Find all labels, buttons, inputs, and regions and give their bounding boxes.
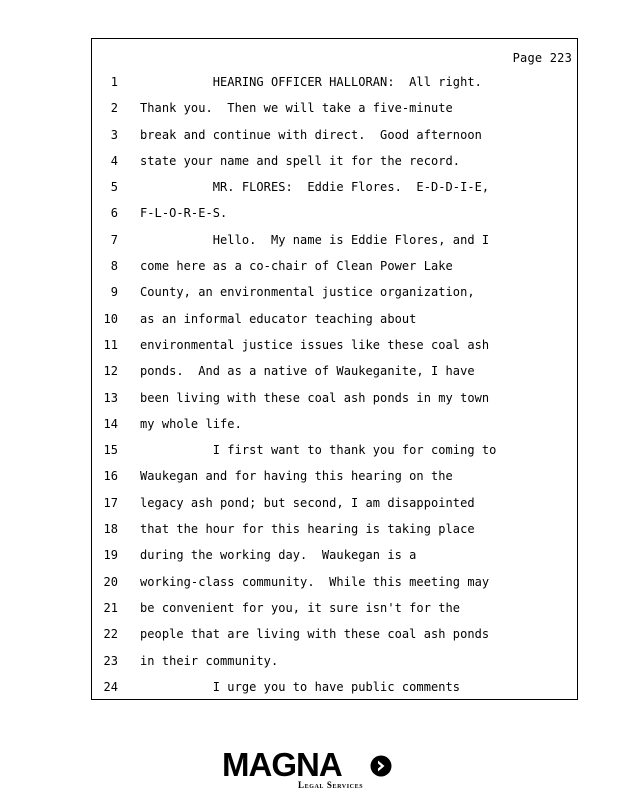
line-number: 23 [103, 653, 118, 668]
line-number: 17 [103, 495, 118, 510]
transcript-line [92, 358, 577, 384]
transcript-line [92, 490, 577, 516]
transcript-line [92, 253, 577, 279]
transcript-line [92, 69, 577, 95]
line-text: County, an environmental justice organization, [140, 285, 475, 300]
line-text: be convenient for you, it sure isn't for the [140, 600, 461, 615]
transcript-line [92, 385, 577, 411]
line-number: 4 [110, 153, 118, 168]
line-text: F-L-O-R-E-S. [140, 206, 228, 221]
line-text: ponds. And as a native of Waukeganite, I have [140, 364, 475, 379]
line-text: during the working day. Waukegan is a [140, 548, 417, 563]
line-number: 1 [110, 75, 118, 89]
line-text: break and continue with direct. Good afternoon [140, 127, 482, 142]
line-text: legacy ash pond; but second, I am disappointed [140, 495, 475, 510]
chevron-right-circle-icon [370, 755, 392, 777]
line-number: 8 [110, 259, 118, 274]
line-number: 3 [110, 127, 118, 142]
transcript-line [92, 227, 577, 253]
transcript-line [92, 174, 577, 200]
logo-word: MAGNA [222, 746, 342, 783]
line-text: Thank you. Then we will take a five-minute [140, 101, 453, 116]
transcript-line [92, 569, 577, 595]
line-number: 20 [103, 574, 118, 589]
logo-subtitle: Legal Services [298, 780, 364, 790]
line-number: 2 [110, 101, 118, 116]
transcript-line [92, 516, 577, 542]
line-text: Waukegan and for having this hearing on the [140, 469, 453, 484]
transcript-line [92, 306, 577, 332]
transcript-line [92, 621, 577, 647]
line-text: my whole life. [140, 416, 242, 431]
line-text: MR. FLORES: Eddie Flores. E-D-D-I-E, [140, 180, 490, 195]
line-number: 13 [103, 390, 118, 405]
line-number: 11 [103, 337, 118, 352]
line-number: 15 [103, 443, 118, 458]
line-number: 22 [103, 627, 118, 642]
transcript-line [92, 122, 577, 148]
transcript-line [92, 200, 577, 226]
line-number: 16 [103, 469, 118, 484]
line-text: Hello. My name is Eddie Flores, and I [140, 232, 490, 247]
line-text: that the hour for this hearing is taking place [140, 522, 475, 537]
line-number: 5 [110, 180, 118, 195]
transcript-line [92, 411, 577, 437]
transcript-lines [92, 69, 577, 700]
transcript-page [91, 38, 578, 700]
transcript-line [92, 332, 577, 358]
line-text: been living with these coal ash ponds in my town [140, 390, 490, 405]
line-text: come here as a co-chair of Clean Power Lake [140, 259, 453, 274]
transcript-line [92, 437, 577, 463]
transcript-line [92, 674, 577, 700]
line-text: as an informal educator teaching about [140, 311, 417, 326]
line-number: 21 [103, 600, 118, 615]
line-text: in their community. [140, 653, 279, 668]
page-number: Page 223 [512, 51, 572, 65]
line-number: 7 [110, 232, 118, 247]
transcript-line [92, 148, 577, 174]
line-number: 18 [103, 522, 118, 537]
line-text: I urge you to have public comments [140, 679, 461, 694]
magna-logo [222, 746, 398, 794]
line-number: 24 [103, 679, 118, 694]
transcript-line [92, 648, 577, 674]
transcript-line [92, 542, 577, 568]
line-number: 9 [110, 285, 118, 300]
line-text: I first want to thank you for coming to [140, 443, 497, 458]
transcript-line [92, 595, 577, 621]
transcript-line [92, 279, 577, 305]
line-text: state your name and spell it for the record. [140, 153, 461, 168]
line-number: 6 [110, 206, 118, 221]
line-text: working-class community. While this meeting may [140, 574, 490, 589]
line-number: 19 [103, 548, 118, 563]
line-number: 12 [103, 364, 118, 379]
line-text: HEARING OFFICER HALLORAN: All right. [140, 75, 482, 89]
transcript-line [92, 463, 577, 489]
line-number: 14 [103, 416, 118, 431]
line-number: 10 [103, 311, 118, 326]
line-text: people that are living with these coal ash ponds [140, 627, 490, 642]
transcript-line [92, 95, 577, 121]
line-text: environmental justice issues like these coal ash [140, 337, 490, 352]
